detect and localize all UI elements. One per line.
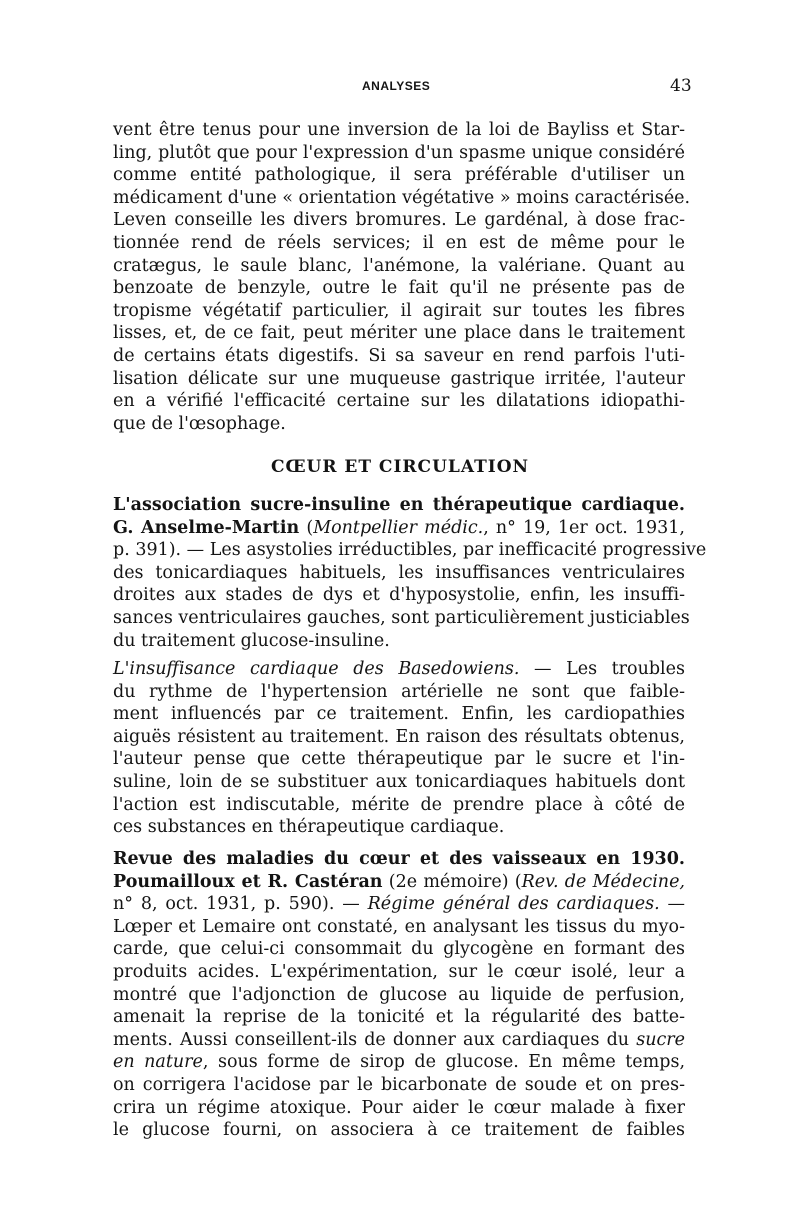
article-title: L'association sucre-insuline en thérapeutique cardiaque. <box>113 495 685 515</box>
text-line: des tonicardiaques habituels, les insuffisances ventriculaires <box>113 562 685 583</box>
text-line: l'auteur pense que cette thérapeutique par le sucre et l'in- <box>113 749 685 770</box>
text-line: que de l'œsophage. <box>113 413 286 434</box>
text-line: du traitement glucose-insuline. <box>113 630 390 651</box>
section-heading: CŒUR ET CIRCULATION <box>270 457 530 477</box>
text-line: ling, plutôt que pour l'expression d'un spasme unique considéré <box>113 142 685 163</box>
text-line: tionnée rend de réels services; il en est de même pour le <box>113 232 685 253</box>
text-line: vent être tenus pour une inversion de la loi de Bayliss et Star- <box>113 120 685 140</box>
text-line: p. 391). — Les asystolies irréductibles, par inefficacité progressive <box>113 540 707 561</box>
intro-paragraph <box>113 119 691 435</box>
text-line: amenait la reprise de la tonicité et la régularité des batte- <box>113 1007 685 1028</box>
journal-name: Rev. de Médecine, <box>521 871 685 892</box>
text-line: ments. Aussi conseillent-ils de donner aux cardiaques du sucre <box>113 1029 685 1050</box>
text-line: lisation délicate sur une muqueuse gastrique irritée, l'auteur <box>113 368 685 389</box>
text-line: du rythme de l'hypertension artérielle ne sont que faible- <box>113 681 685 702</box>
article-reference: Poumailloux et R. Castéran (2e mémoire) (Rev. de Médecine, <box>113 871 685 892</box>
text-line: Leven conseille les divers bromures. Le gardénal, à dose frac- <box>113 210 685 231</box>
text-line: crira un régime atoxique. Pour aider le cœur malade à fixer <box>113 1097 685 1118</box>
page-number: 43 <box>670 76 692 96</box>
article-subsection-basedowiens <box>113 658 685 839</box>
text-line: en nature, sous forme de sirop de glucose. En même temps, <box>113 1052 686 1073</box>
text-line: médicament d'une « orientation végétative » moins caractérisée. <box>113 187 691 208</box>
text-line: ment influencés par ce traitement. Enfin, les cardiopathies <box>113 704 685 725</box>
text-line: ces substances en thérapeutique cardiaque. <box>113 817 505 838</box>
text-line: aiguës résistent au traitement. En raison des résultats obtenus, <box>113 726 685 747</box>
text-line: l'action est indiscutable, mérite de prendre place à côté de <box>113 794 685 815</box>
text-line: en a vérifié l'efficacité certaine sur les dilatations idiopathi- <box>113 391 685 412</box>
text-line: Lœper et Lemaire ont constaté, en analysant les tissus du myo- <box>113 916 685 937</box>
text-line: le glucose fourni, on associera à ce traitement de faibles <box>113 1120 685 1141</box>
article-sucre-insuline <box>113 494 707 652</box>
article-reference: G. Anselme-Martin (Montpellier médic., n° 19, 1er oct. 1931, <box>113 517 685 538</box>
article-authors: Poumailloux et R. Castéran <box>113 871 383 892</box>
text-line: carde, que celui-ci consommait du glycogène en formant des <box>113 939 685 960</box>
text-line: on corrigera l'acidose par le bicarbonate de soude et on pres- <box>113 1074 685 1095</box>
text-line: montré que l'adjonction de glucose au liquide de perfusion, <box>113 984 685 1005</box>
article-revue-maladies <box>113 848 685 1142</box>
text-line: benzoate de benzyle, outre le fait qu'il ne présente pas de <box>113 278 685 299</box>
subsection-title: Régime général des cardiaques. <box>367 894 660 915</box>
text-line: droites aux stades de dys et d'hyposystolie, enfin, les insuffi- <box>113 585 685 606</box>
article-title: Revue des maladies du cœur et des vaisseaux en 1930. <box>113 849 685 869</box>
text-line: cratægus, le saule blanc, l'anémone, la valériane. Quant au <box>113 255 685 276</box>
text-line: comme entité pathologique, il sera préférable d'utiliser un <box>113 165 685 186</box>
text-line: lisses, et, de ce fait, peut mériter une place dans le traitement <box>113 323 685 344</box>
subsection-title: L'insuffisance cardiaque des Basedowiens. <box>113 659 520 679</box>
article-author: G. Anselme-Martin <box>113 517 300 538</box>
journal-name: Montpellier médic. <box>313 517 484 538</box>
text-line: suline, loin de se substituer aux tonicardiaques habituels dont <box>113 771 685 792</box>
article-reference-cont: n° 8, oct. 1931, p. 590). — Régime général des cardiaques. — <box>113 894 685 915</box>
text-line: de certains états digestifs. Si sa saveur en rend parfois l'uti- <box>113 345 685 366</box>
text-line: sances ventriculaires gauches, sont particulièrement justiciables <box>113 607 690 628</box>
running-title: ANALYSES <box>362 79 431 93</box>
text-line: tropisme végétatif particulier, il agirait sur toutes les fibres <box>113 300 685 321</box>
subsection-heading: L'insuffisance cardiaque des Basedowiens. — Les troubles <box>113 659 685 679</box>
text-line: produits acides. L'expérimentation, sur le cœur isolé, leur a <box>113 961 685 982</box>
